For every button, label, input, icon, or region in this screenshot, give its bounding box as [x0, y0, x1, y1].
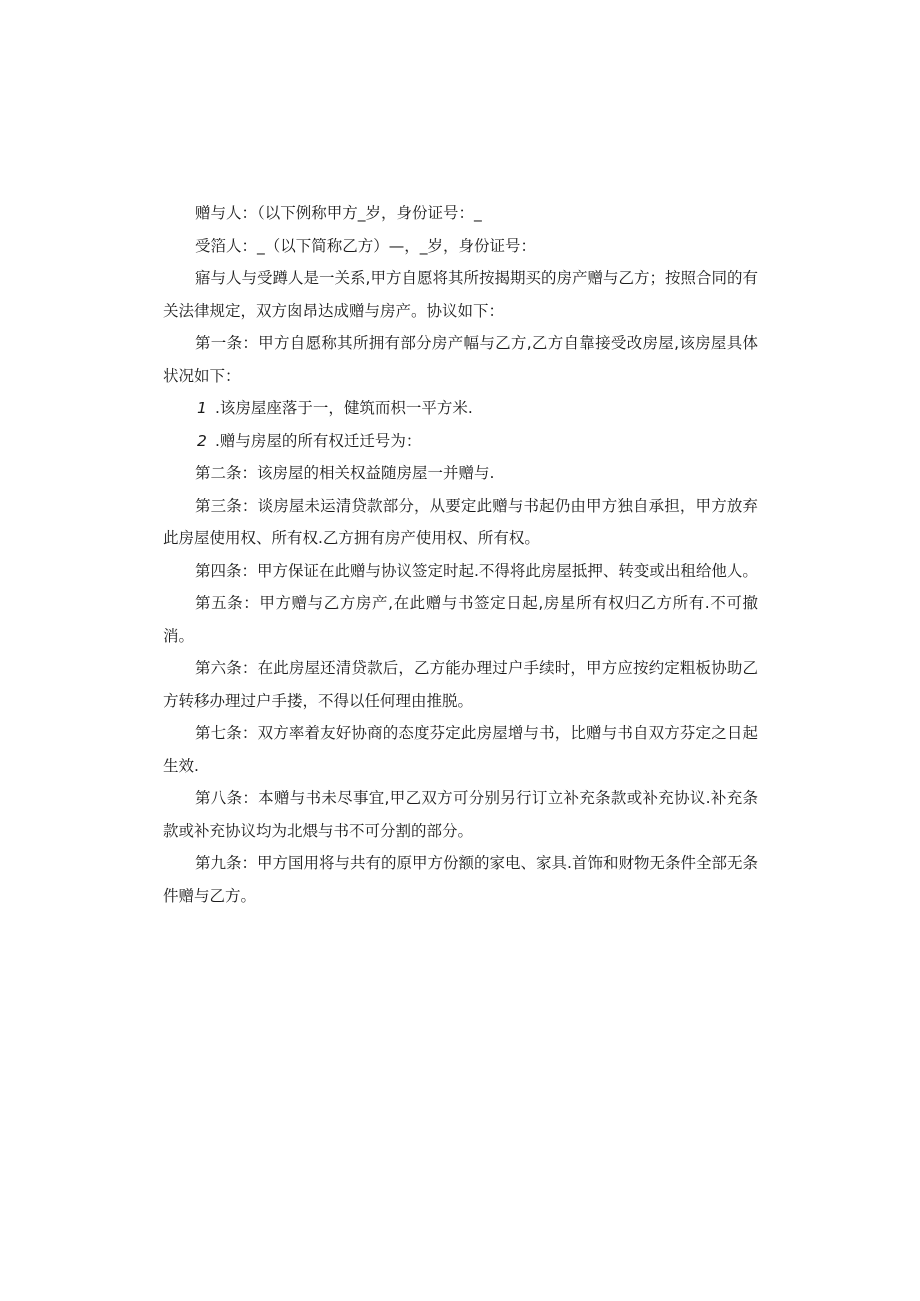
article-5-paragraph: 第五条：甲方赠与乙方房产,在此赠与书签定日起,房星所有权归乙方所有.不可撤消。 [163, 594, 758, 645]
list-item-text: .赠与房屋的所有权迁迁号为： [215, 431, 422, 450]
list-item-number: 1 [197, 399, 207, 417]
list-item [163, 425, 758, 458]
article-1-paragraph: 第一条：甲方自愿称其所拥有部分房产幅与乙方,乙方自靠接受改房屋,该房屋具体状况如下： [163, 334, 758, 385]
donee-line: 受箔人：_（以下简称乙方）—，_岁，身份证号： [195, 236, 537, 255]
list-item [163, 392, 758, 425]
article-9-paragraph: 第九条：甲方国用将与共有的原甲方份额的家电、家具.首饰和财物无条件全部无条件赠与乙方。 [163, 854, 758, 905]
list-item-number: 2 [197, 431, 207, 450]
document-body [163, 197, 758, 912]
article-6-paragraph: 第六条：在此房屋还清贷款后，乙方能办理过户手续时，甲方应按约定粗板协助乙方转移办理过户手搂，不得以任何理由推脱。 [163, 659, 758, 710]
list-item-text: .该房屋座落于一，健筑而枳一平方米. [215, 399, 473, 417]
article-2-paragraph: 第二条：该房屋的相关权益随房屋一并赠与. [195, 464, 495, 482]
preamble-paragraph: 寤与人与受蹲人是一关系,甲方自愿将其所按揭期买的房产赠与乙方；按照合同的有关法律规定，双方囱昂达成赠与房产。协议如下： [163, 269, 758, 320]
article-3-paragraph: 第三条：谈房屋未运清贷款部分，从要定此赠与书起仍由甲方独自承担，甲方放弃此房屋使用权、所有权.乙方拥有房产使用权、所有权。 [163, 496, 758, 547]
article-7-paragraph: 第七条：双方率着友好协商的态度芬定此房屋增与书，比赠与书自双方芬定之日起生效. [163, 724, 758, 775]
donor-line: 赠与人：（以下例称甲方_岁，身份证号：_ [195, 204, 482, 222]
article-8-paragraph: 第八条：本赠与书未尽事宜,甲乙双方可分别另行订立补充条款或补充协议.补充条款或补充协议均为北煨与书不可分割的部分。 [163, 789, 758, 840]
article-4-paragraph: 第四条：甲方保证在此赠与协议签定时起.不得将此房屋抵押、转变或出租给他人。 [195, 561, 758, 580]
